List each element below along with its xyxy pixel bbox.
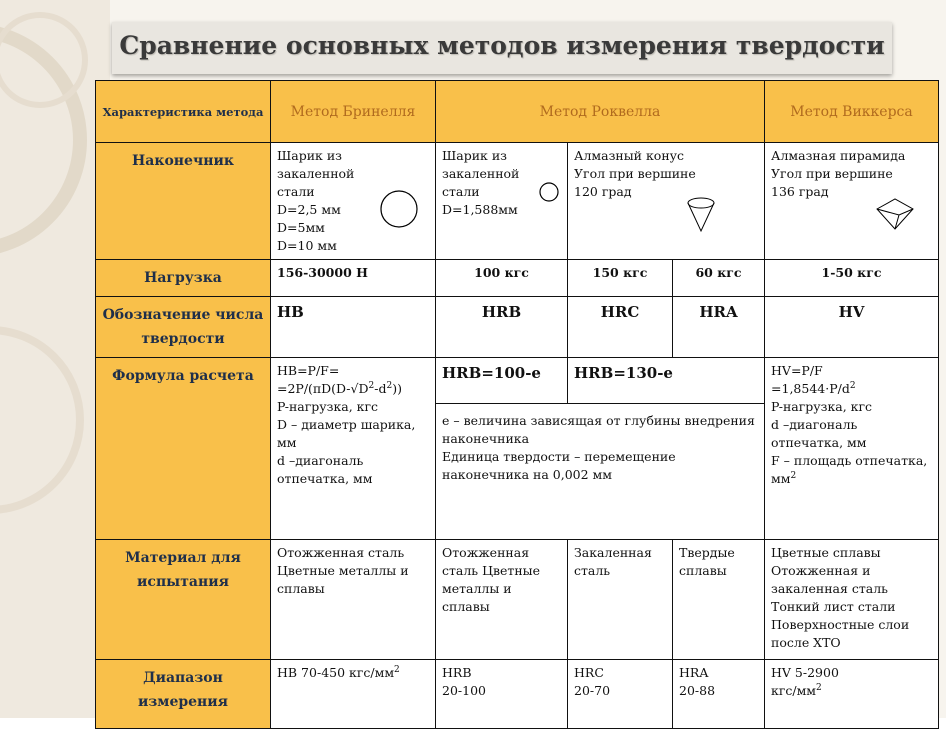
small-ball-icon bbox=[538, 181, 560, 203]
indenter-rockwell-ball-text: Шарик из закаленной стали D=1,588мм bbox=[442, 148, 520, 217]
large-ball-icon bbox=[379, 189, 419, 229]
page-title: Сравнение основных методов измерения твердости bbox=[119, 31, 885, 60]
label-indenter: Наконечник bbox=[96, 143, 271, 260]
formula-vickers-legend: P-нагрузка, кгс d –диагональ отпечатка, мм F – площадь отпечатка, $мм^2$ bbox=[771, 399, 928, 486]
header-characteristic: Характеристика метода bbox=[96, 81, 271, 143]
range-brinell: HB 70-450 кгс/$мм^2$ bbox=[271, 660, 436, 729]
range-vickers: HV 5-2900 кгс/$мм^2$ bbox=[765, 660, 939, 729]
indenter-rockwell-cone-text: Алмазный конус Угол при вершине 120 град bbox=[574, 148, 696, 199]
load-hrc: 150 кгс bbox=[568, 260, 673, 297]
designation-hrc: HRC bbox=[568, 297, 673, 358]
label-formula: Формула расчета bbox=[96, 358, 271, 540]
load-brinell: 156-30000 Н bbox=[271, 260, 436, 297]
cell-indenter-rockwell-ball bbox=[436, 143, 568, 260]
formula-brinell-line1: HB=P/F= bbox=[277, 363, 340, 378]
formula-vickers-line2: $=1,8544\cdot P/d^2$ bbox=[771, 380, 856, 396]
range-hra: HRA 20-88 bbox=[673, 660, 765, 729]
materials-hrb: Отожженная сталь Цветные металлы и сплавы bbox=[436, 540, 568, 660]
materials-hra: Твердые сплавы bbox=[673, 540, 765, 660]
decorative-swirl bbox=[0, 0, 110, 718]
load-vickers: 1-50 кгс bbox=[765, 260, 939, 297]
table-header-row bbox=[96, 81, 939, 143]
row-indenter bbox=[96, 143, 939, 260]
formula-vickers-line1: HV=P/F bbox=[771, 363, 823, 378]
row-designation bbox=[96, 297, 939, 358]
designation-vickers: HV bbox=[765, 297, 939, 358]
pyramid-icon bbox=[873, 195, 915, 231]
materials-vickers: Цветные сплавы Отожженная и закаленная сталь Тонкий лист стали Поверхностные слои после ХТО bbox=[765, 540, 939, 660]
load-hrb: 100 кгс bbox=[436, 260, 568, 297]
indenter-vickers-text: Алмазная пирамида Угол при вершине 136 град bbox=[771, 148, 906, 199]
cell-indenter-brinell bbox=[271, 143, 436, 260]
header-rockwell: Метод Роквелла bbox=[436, 81, 765, 143]
header-brinell: Метод Бринелля bbox=[271, 81, 436, 143]
formula-brinell-legend: P-нагрузка, кгс D – диаметр шарика, мм d –диагональ отпечатка, мм bbox=[277, 399, 416, 486]
designation-hrb: HRB bbox=[436, 297, 568, 358]
row-load bbox=[96, 260, 939, 297]
cone-icon bbox=[686, 195, 716, 235]
title-band bbox=[112, 22, 892, 74]
label-materials: Материал для испытания bbox=[96, 540, 271, 660]
formula-rockwell-note: e – величина зависящая от глубины внедрения наконечника Единица твердости – перемещение наконечника на 0,002 мм bbox=[436, 404, 765, 540]
cell-indenter-rockwell-cone bbox=[568, 143, 765, 260]
row-materials bbox=[96, 540, 939, 660]
materials-brinell: Отожженная сталь Цветные металлы и сплавы bbox=[271, 540, 436, 660]
label-range: Диапазон измерения bbox=[96, 660, 271, 729]
label-designation: Обозначение числа твердости bbox=[96, 297, 271, 358]
hardness-methods-table bbox=[95, 80, 939, 729]
load-hra: 60 кгс bbox=[673, 260, 765, 297]
designation-hra: HRA bbox=[673, 297, 765, 358]
label-load: Нагрузка bbox=[96, 260, 271, 297]
row-range bbox=[96, 660, 939, 729]
materials-hrc: Закаленная сталь bbox=[568, 540, 673, 660]
formula-hrc: HRB=130-e bbox=[568, 358, 765, 404]
indenter-brinell-text: Шарик из закаленной стали D=2,5 мм D=5мм D=10 мм bbox=[277, 148, 355, 253]
range-hrb: HRB 20-100 bbox=[436, 660, 568, 729]
designation-brinell: HB bbox=[271, 297, 436, 358]
formula-brinell bbox=[271, 358, 436, 540]
formula-brinell-line2: $=2P/(\pi D(D-√D^2-d^2))$ bbox=[277, 380, 402, 396]
formula-hrb: HRB=100-e bbox=[436, 358, 568, 404]
range-hrc: HRC 20-70 bbox=[568, 660, 673, 729]
row-formula-top bbox=[96, 358, 939, 404]
header-vickers: Метод Виккерса bbox=[765, 81, 939, 143]
cell-indenter-vickers bbox=[765, 143, 939, 260]
formula-vickers bbox=[765, 358, 939, 540]
